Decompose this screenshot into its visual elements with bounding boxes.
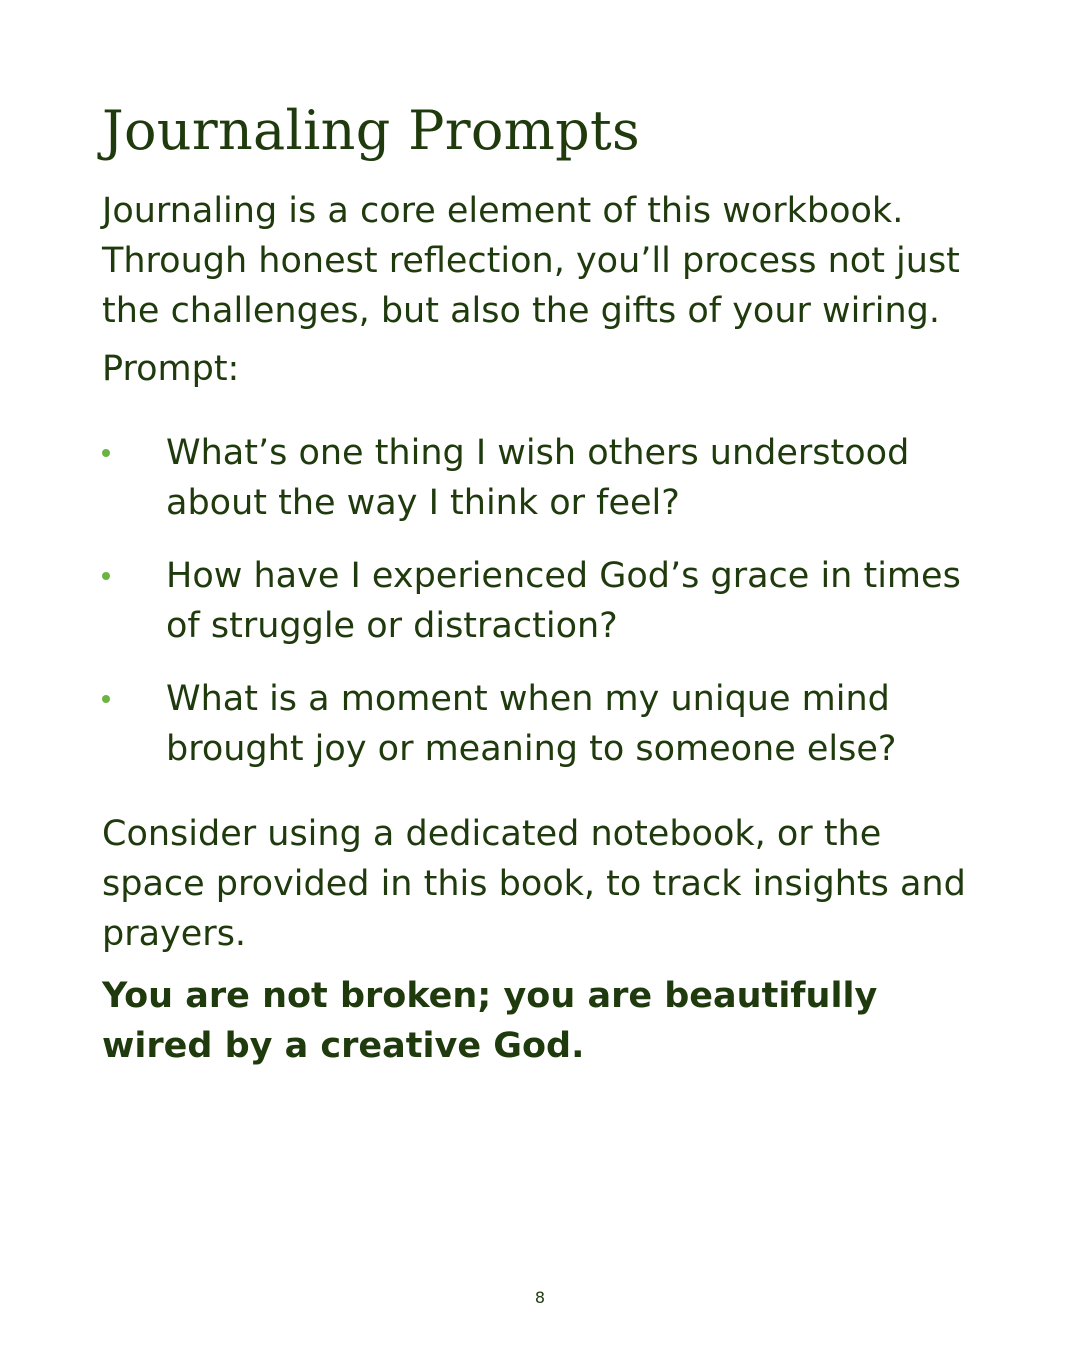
prompt-text: What’s one thing I wish others understood about the way I think or feel? bbox=[166, 433, 910, 523]
bullet-icon bbox=[102, 572, 110, 580]
prompt-list bbox=[102, 428, 982, 774]
page-title: Journaling Prompts bbox=[102, 99, 641, 162]
prompt-text: What is a moment when my unique mind brought joy or meaning to someone else? bbox=[166, 679, 897, 769]
list-item bbox=[102, 551, 982, 651]
page-content bbox=[102, 96, 982, 1106]
prompt-text: How have I experienced God’s grace in times of struggle or distraction? bbox=[166, 556, 961, 646]
list-item bbox=[102, 674, 982, 774]
bullet-icon bbox=[102, 695, 110, 703]
closing-paragraph: Consider using a dedicated notebook, or the space provided in this book, to track insights and prayers. bbox=[102, 814, 966, 954]
list-item bbox=[102, 428, 982, 528]
intro-paragraph: Journaling is a core element of this workbook. Through honest reflection, you’ll process not just the challenges, but also the gifts of your wiring. bbox=[102, 191, 960, 331]
prompt-label: Prompt: bbox=[102, 349, 240, 389]
bullet-icon bbox=[102, 449, 110, 457]
emphasis-statement: You are not broken; you are beautifully wired by a creative God. bbox=[102, 976, 878, 1066]
page-number: 8 bbox=[534, 1288, 546, 1307]
